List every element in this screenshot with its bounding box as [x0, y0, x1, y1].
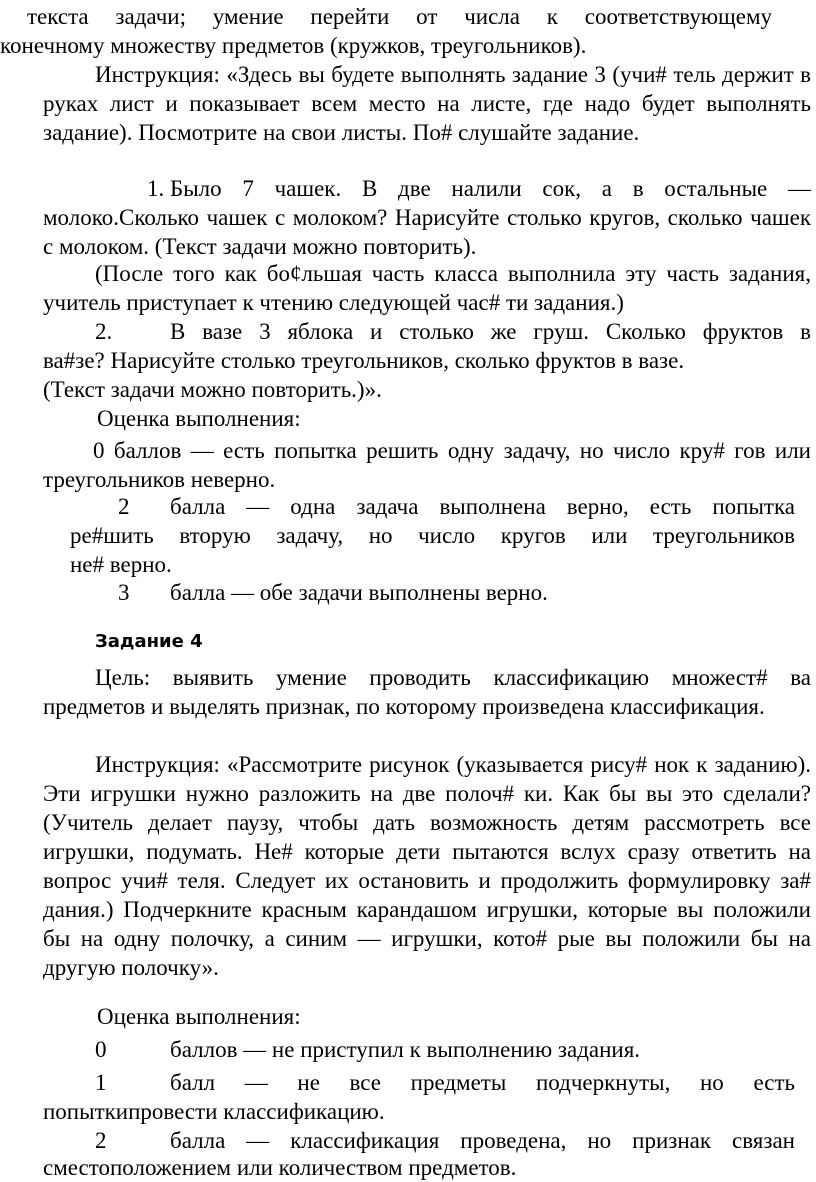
task4-heading: Задание 4 [95, 631, 203, 652]
task4-grade-0 [95, 1035, 640, 1064]
task3-grade-3 [118, 578, 548, 607]
task4-grade-2-line-2: сместоположением или количеством предметов. [43, 1155, 517, 1180]
grade-3-text: балла — обе задачи выполнены верно. [170, 580, 548, 605]
task4-grade-0-number: 0 [95, 1037, 107, 1062]
grade-3-number: 3 [118, 580, 130, 605]
task3-problem-2-line-1 [95, 317, 811, 346]
task4-grade-1-line-1 [95, 1068, 795, 1097]
task4-grade-1-number: 1 [95, 1070, 107, 1095]
task3-note: (После того как бо¢льшая часть класса выполнила эту часть задания, учитель приступает к чтению следующей час# ти задания.) [43, 261, 811, 315]
task3-grade-2-line-1 [118, 492, 795, 521]
task4-grade-1-line-2: попыткипровести классификацию. [43, 1099, 385, 1124]
problem-1-number: 1. [147, 176, 165, 201]
task3-instruction: Инструкция: «Здесь вы будете выполнять задание 3 (учи# тель держит в руках лист и показывает всем место на листе, где надо будет выполнять задание). Посмотрите на свои листы. По# слушайте задание. [43, 62, 811, 145]
task4-grade-1-line-1: балл — не все предметы подчеркнуты, но есть [170, 1070, 795, 1095]
intro-line-1: текста задачи; умение перейти от числа к соответствующему [27, 4, 772, 29]
task4-grade-0-text: баллов — не приступил к выполнению задания. [170, 1037, 641, 1062]
task3-grading-title: Оценка выполнения: [97, 406, 301, 431]
task3-problem-2-line-3: (Текст задачи можно повторить.)». [43, 377, 382, 402]
task3-grade-2-line-2: ре#шить вторую задачу, но число кругов или треугольников [70, 523, 795, 548]
intro-line-2: конечному множеству предметов (кружков, треугольников). [0, 33, 587, 58]
problem-2-line-1: В вазе 3 яблока и столько же груш. Сколько фруктов в [170, 319, 811, 344]
problem-1-text: Было 7 чашек. В две налили сок, а в остальные — молоко.Сколько чашек с молоком? Нарисуйте столько кругов, сколько чашек с молоком. (Текст задачи можно повторить). [43, 176, 811, 259]
task4-goal: Цель: выявить умение проводить классификацию множест# ва предметов и выделять признак, по которому произведена классификация. [43, 665, 811, 719]
grade-2-line-1: балла — одна задача выполнена верно, есть попытка [170, 494, 795, 519]
problem-2-number: 2. [95, 319, 113, 344]
task3-problem-1 [43, 174, 811, 261]
grade-2-number: 2 [118, 494, 130, 519]
task4-grade-2-line-1: балла — классификация проведена, но признак связан [170, 1128, 795, 1153]
task4-grade-2-number: 2 [95, 1128, 107, 1153]
task4-grade-2-line-1 [95, 1126, 795, 1155]
task3-problem-2-line-2: ва#зе? Нарисуйте столько треугольников, сколько фруктов в вазе. [43, 348, 685, 373]
task3-grade-2-line-3: не# верно. [70, 552, 172, 577]
task4-instruction: Инструкция: «Рассмотрите рисунок (указывается рису# нок к заданию). Эти игрушки нужно разложить на две полоч# ки. Как бы вы это сделали? (Учитель делает паузу, чтобы дать возможность детям рассмотреть все игрушки, подумать. Не# которые дети пытаются вслух сразу ответить на вопрос учи# теля. Следует их остановить и продолжить формулировку за# дания.) Подчеркните красным карандашом игрушки, которые вы положили бы на одну полочку, а синим — игрушки, кото# рые вы положили бы на другую полочку». [43, 752, 811, 980]
task3-grade-0: 0 баллов — есть попытка решить одну задачу, но число кру# гов или треугольников неверно. [43, 438, 811, 492]
task4-grading-title: Оценка выполнения: [97, 1004, 301, 1029]
